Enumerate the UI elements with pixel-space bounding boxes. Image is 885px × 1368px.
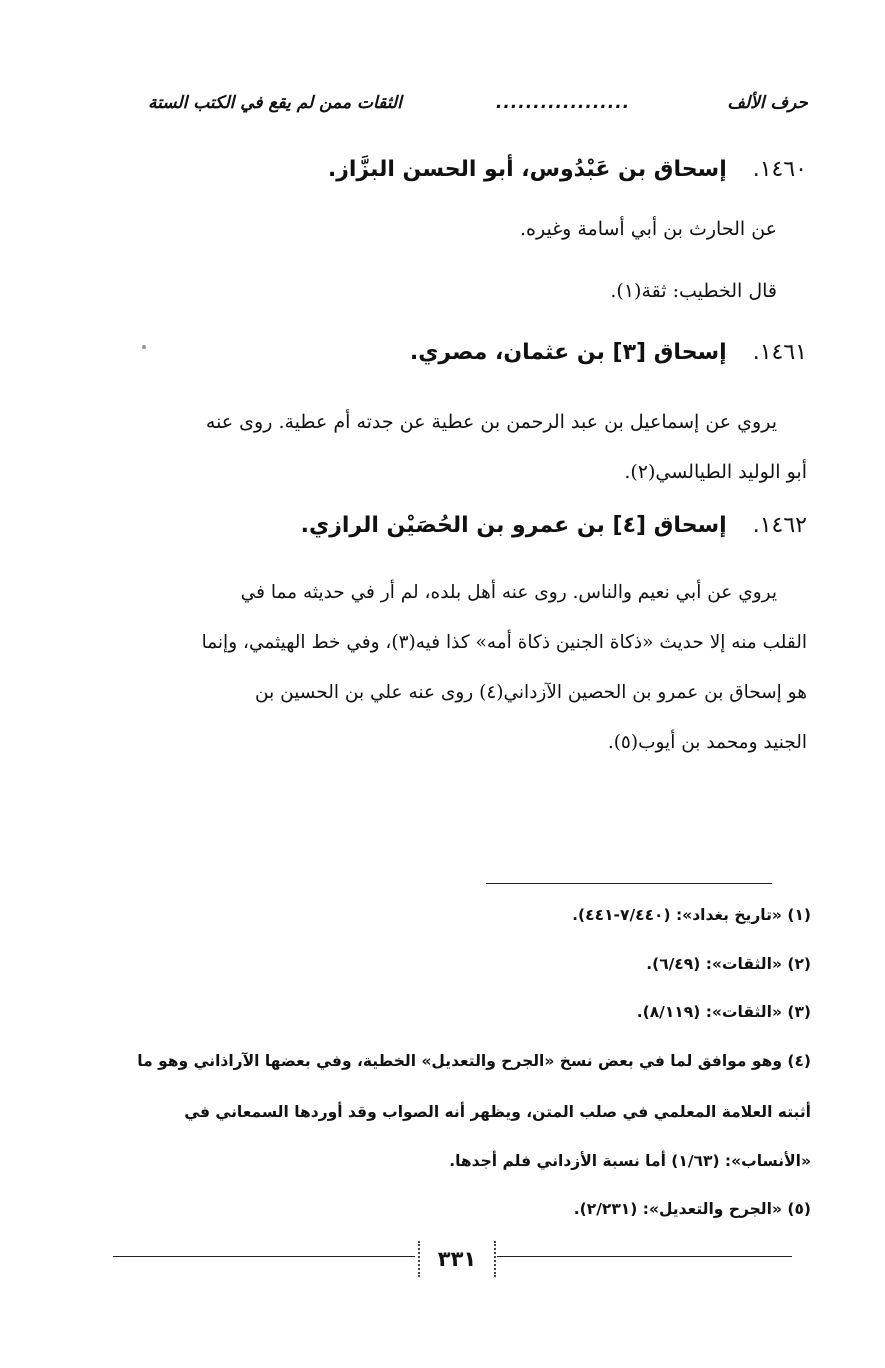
entry-number: ١٤٦٠. — [752, 157, 807, 182]
footnote-continuation: «الأنساب»: (١/٦٣) أما نسبة الأزداني فلم أجدها. — [449, 1152, 811, 1170]
entry-line: يروي عن إسماعيل بن عبد الرحمن بن عطية عن جدته أم عطية. روى عنه — [205, 411, 777, 433]
bottom-rule-left — [113, 1256, 415, 1257]
running-head-book-title: الثقات ممن لم يقع في الكتب الستة — [148, 93, 402, 113]
footnote: (٢) «الثقات»: (٦/٤٩). — [646, 955, 811, 973]
entry-line: يروي عن أبي نعيم والناس. روى عنه أهل بلده، لم أر في حديثه مما في — [240, 582, 777, 603]
footnote: (١) «تاريخ بغداد»: (٧/٤٤٠-٤٤١). — [572, 906, 811, 924]
running-head-leader-dots: .................. — [495, 93, 631, 113]
running-head-chapter: حرف الألف — [727, 93, 808, 113]
entry-line: أبو الوليد الطيالسي(٢). — [624, 461, 807, 483]
entry-text — [127, 212, 807, 246]
print-speck — [142, 345, 146, 349]
entry-line: عن الحارث بن أبي أسامة وغيره. — [519, 218, 777, 240]
entry-line: قال الخطيب: ثقة(١). — [610, 280, 777, 302]
entry-number: ١٤٦٢. — [752, 513, 807, 538]
entry-number: ١٤٦١. — [752, 340, 807, 365]
entry-heading — [167, 153, 807, 187]
footnote: (٣) «الثقات»: (٨/١١٩). — [636, 1003, 811, 1021]
footnote-continuation: أثبته العلامة المعلمي في صلب المتن، ويظهر أنه الصواب وقد أوردها السمعاني في — [184, 1103, 811, 1121]
entry-heading — [167, 509, 807, 543]
entry-title: إسحاق [٣] بن عثمان، مصري. — [409, 340, 727, 365]
entry-line: هو إسحاق بن عمرو بن الحصين الآزداني(٤) روى عنه علي بن الحسين بن — [255, 682, 807, 703]
entry-line: القلب منه إلا حديث «ذكاة الجنين ذكاة أمه» كذا فيه(٣)، وفي خط الهيثمي، وإنما — [201, 632, 807, 653]
footnote-separator — [486, 883, 772, 884]
entry-title: إسحاق [٤] بن عمرو بن الحُصَيْن الرازي. — [300, 513, 727, 538]
entry-title: إسحاق بن عَبْدُوس، أبو الحسن البزَّاز. — [327, 157, 727, 182]
entry-text — [127, 568, 807, 768]
page-number: ٣٣١ — [418, 1241, 496, 1277]
entry-heading — [167, 336, 807, 370]
running-head — [148, 88, 808, 118]
entry-line: الجنيد ومحمد بن أيوب(٥). — [607, 732, 807, 753]
footnote: (٤) وهو موافق لما في بعض نسخ «الجرح والتعديل» الخطية، وفي بعضها الآراذاني وهو ما — [137, 1052, 811, 1070]
entry-text — [127, 274, 807, 308]
footnote: (٥) «الجرح والتعديل»: (٢/٢٣١). — [573, 1200, 811, 1218]
bottom-rule-right — [497, 1256, 792, 1257]
entry-text — [127, 397, 807, 497]
